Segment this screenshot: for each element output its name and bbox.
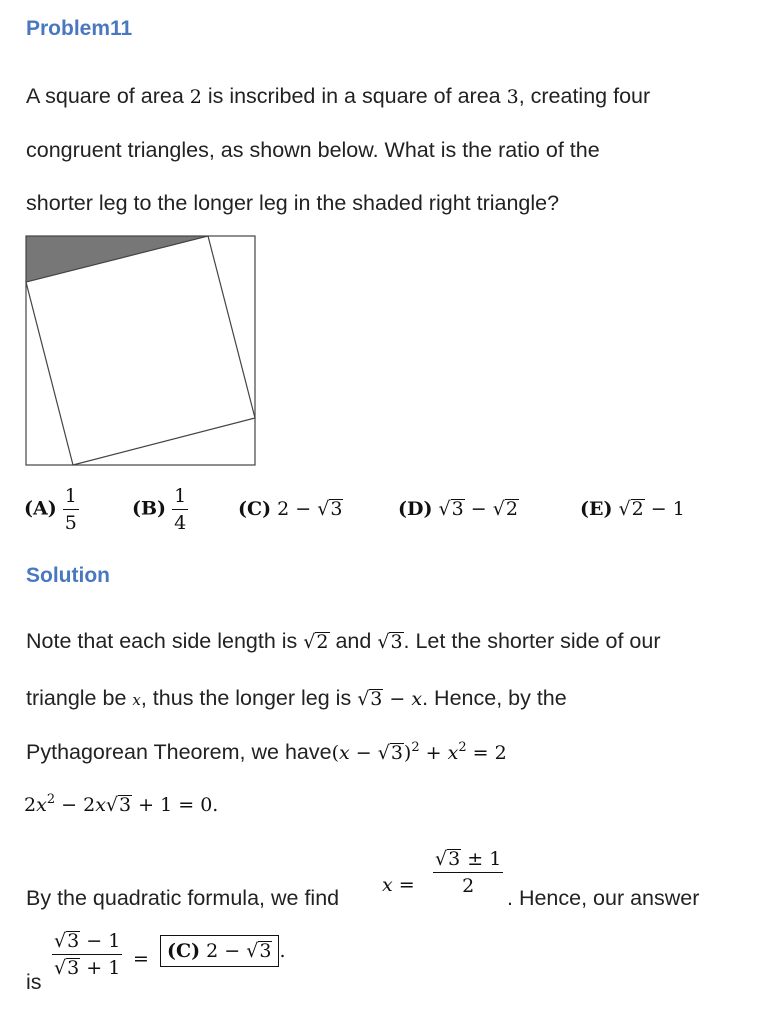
fraction: $\frac{1}{5}$ — [64, 485, 77, 534]
fraction: $\frac{1}{4}$ — [174, 485, 187, 534]
solution-line-3: Pythagorean Theorem, we have(x − $√3)^2 + x^2 = 2$ — [26, 740, 507, 764]
sqrt-symbol: √3 — [438, 498, 464, 520]
choice-c[interactable]: (C) 2 − √3 — [238, 498, 343, 520]
problem-line-2: congruent triangles, as shown below. What is the ratio of the — [26, 138, 600, 162]
quadratic-solution-fraction: $\frac{√3 \pm 1}{2}$ — [435, 848, 502, 897]
choice-e[interactable]: (E) √2 − 1 — [580, 498, 685, 520]
choice-a[interactable]: (A) $\frac{1}{5}$ — [24, 485, 77, 534]
sqrt-symbol: √3 — [377, 631, 403, 653]
sqrt-symbol: √2 — [492, 498, 518, 520]
inscribed-squares-figure — [25, 235, 257, 467]
solution-line-1: Note that each side length is √2 and √3. Let the shorter side of our — [26, 629, 661, 653]
problem-line-3: shorter leg to the longer leg in the shaded right triangle? — [26, 191, 560, 215]
x-equals: x = — [382, 874, 415, 896]
sqrt-symbol: √2 — [303, 631, 329, 653]
solution-line-2: triangle be x, thus the longer leg is √3 − x. Hence, by the — [26, 686, 567, 710]
problem-line-1: A square of area 2 is inscribed in a square of area 3, creating four — [26, 84, 651, 108]
equals-sign: = — [133, 948, 149, 970]
problem-title: Problem11 — [26, 17, 133, 40]
expression: √3 − x — [357, 688, 423, 710]
solution-line-5-text: By the quadratic formula, we find — [26, 886, 340, 910]
choice-b[interactable]: (B) $\frac{1}{4}$ — [132, 485, 187, 534]
sqrt-symbol: √2 — [618, 498, 644, 520]
solution-title: Solution — [26, 564, 110, 587]
pythagorean-equation: $(x - √3)^2 + x^2 = 2$ — [331, 740, 507, 764]
sqrt-symbol: √3 — [317, 498, 343, 520]
choice-d[interactable]: (D) √3 − √2 — [398, 498, 518, 520]
quadratic-equation: $2x^2 - 2x√3 + 1 = 0$. — [24, 792, 219, 816]
is-label: is — [26, 970, 42, 994]
ratio-fraction: $\frac{√3 - 1}{√3 + 1}$ — [54, 930, 121, 979]
boxed-answer: (C) 2 − √3 . — [160, 940, 286, 962]
solution-line-5-tail: . Hence, our answer — [507, 886, 700, 910]
